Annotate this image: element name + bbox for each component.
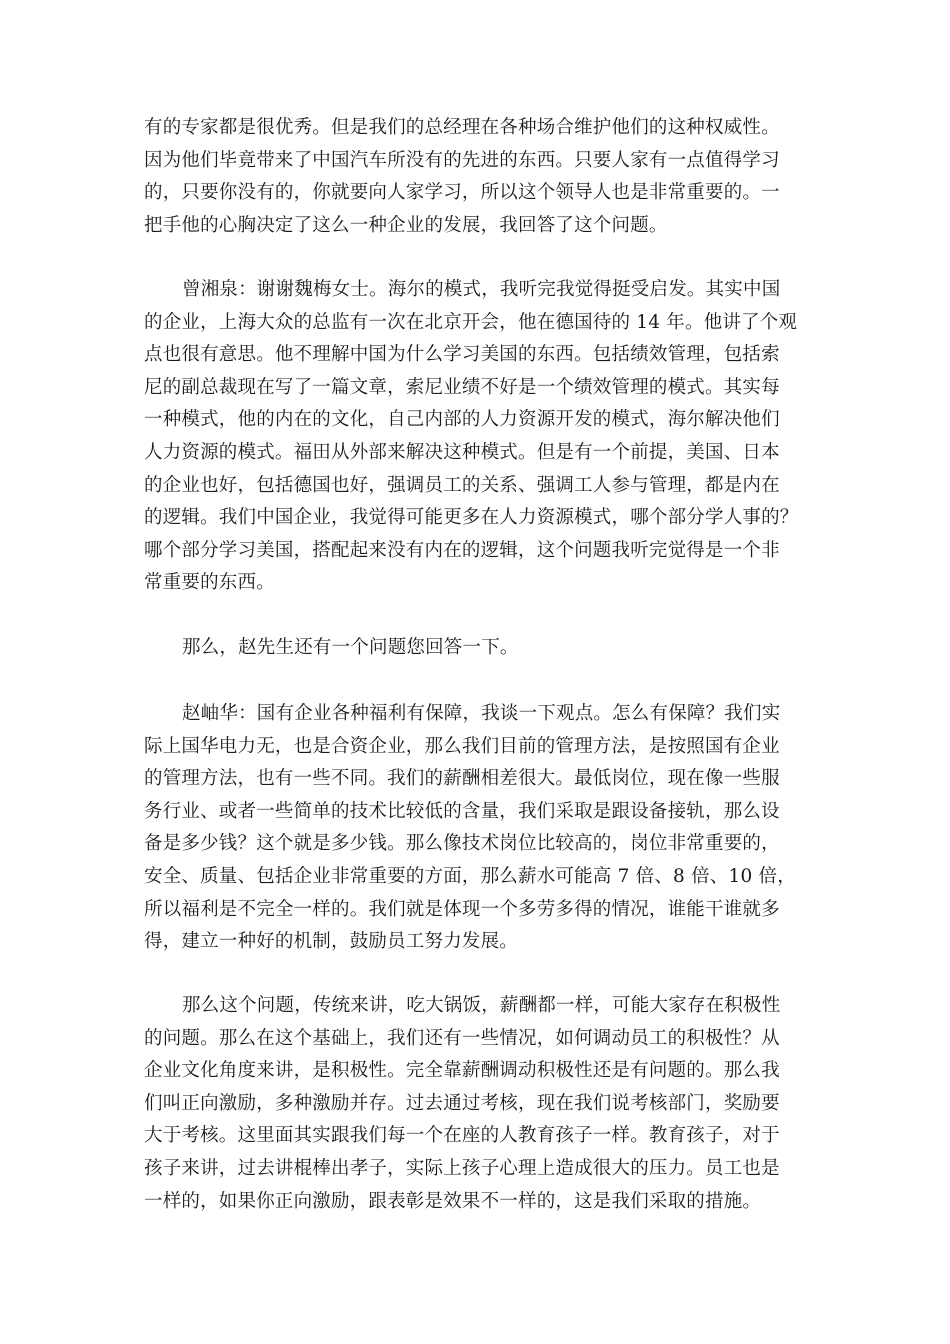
text-line: 所以福利是不完全一样的。我们就是体现一个多劳多得的情况，谁能干谁就多 (144, 898, 780, 920)
text-line: 孩子来讲，过去讲棍棒出孝子，实际上孩子心理上造成很大的压力。员工也是 (144, 1157, 780, 1179)
text-line: 的，只要你没有的，你就要向人家学习，所以这个领导人也是非常重要的。一 (144, 182, 780, 204)
paragraph-zeng-xiangquan (144, 274, 804, 600)
text-line: 的企业也好，包括德国也好，强调员工的关系、强调工人参与管理，都是内在 (144, 474, 780, 496)
paragraph-question-to-zhao (144, 632, 804, 665)
paragraph-experts-authority (144, 112, 804, 242)
text-line: 一样的，如果你正向激励，跟表彰是效果不一样的，这是我们采取的措施。 (144, 1190, 762, 1212)
text-line: 人力资源的模式。福田从外部来解决这种模式。但是有一个前提，美国、日本 (144, 441, 780, 463)
text-line: 的问题。那么在这个基础上，我们还有一些情况，如何调动员工的积极性？从 (144, 1027, 780, 1049)
text-line: 大于考核。这里面其实跟我们每一个在座的人教育孩子一样。教育孩子，对于 (144, 1125, 780, 1147)
text-line: 际上国华电力无，也是合资企业，那么我们目前的管理方法，是按照国有企业 (144, 735, 780, 757)
text-line: 点也很有意思。他不理解中国为什么学习美国的东西。包括绩效管理，包括索 (144, 344, 780, 366)
text-line: 企业文化角度来讲，是积极性。完全靠薪酬调动积极性还是有问题的。那么我 (144, 1060, 780, 1082)
text-line: 的逻辑。我们中国企业，我觉得可能更多在人力资源模式，哪个部分学人事的？ (144, 507, 799, 529)
text-line: 得，建立一种好的机制，鼓励员工努力发展。 (144, 931, 519, 953)
text-line: 的管理方法，也有一些不同。我们的薪酬相差很大。最低岗位，现在像一些服 (144, 768, 780, 790)
text-line: 的企业，上海大众的总监有一次在北京开会，他在德国待的 14 年。他讲了个观 (144, 311, 798, 333)
paragraph-zhao-xiuhua (144, 698, 804, 959)
text-line: 有的专家都是很优秀。但是我们的总经理在各种场合维护他们的这种权威性。 (144, 117, 780, 138)
text-line: 曾湘泉：谢谢魏梅女士。海尔的模式，我听完我觉得挺受启发。其实中国 (182, 279, 781, 300)
text-line: 哪个部分学习美国，搭配起来没有内在的逻辑，这个问题我听完觉得是一个非 (144, 539, 780, 561)
text-line: 那么，赵先生还有一个问题您回答一下。 (182, 637, 519, 658)
text-line: 把手他的心胸决定了这么一种企业的发展，我回答了这个问题。 (144, 214, 668, 236)
text-line: 赵岫华：国有企业各种福利有保障，我谈一下观点。怎么有保障？我们实 (182, 703, 781, 724)
text-line: 尼的副总裁现在写了一篇文章，索尼业绩不好是一个绩效管理的模式。其实每 (144, 376, 780, 398)
text-line: 备是多少钱？这个就是多少钱。那么像技术岗位比较高的，岗位非常重要的， (144, 833, 780, 855)
text-line: 们叫正向激励，多种激励并存。过去通过考核，现在我们说考核部门，奖励要 (144, 1092, 780, 1114)
text-line: 务行业、或者一些简单的技术比较低的含量，我们采取是跟设备接轨，那么设 (144, 800, 780, 822)
text-line: 那么这个问题，传统来讲，吃大锅饭，薪酬都一样，可能大家存在积极性 (182, 995, 781, 1016)
text-line: 安全、质量、包括企业非常重要的方面，那么薪水可能高 7 倍、8 倍、10 倍， (144, 865, 796, 887)
text-line: 常重要的东西。 (144, 572, 275, 594)
text-line: 一种模式，他的内在的文化，自己内部的人力资源开发的模式，海尔解决他们 (144, 409, 780, 431)
paragraph-incentives (144, 990, 804, 1218)
text-line: 因为他们毕竟带来了中国汽车所没有的先进的东西。只要人家有一点值得学习 (144, 149, 780, 171)
